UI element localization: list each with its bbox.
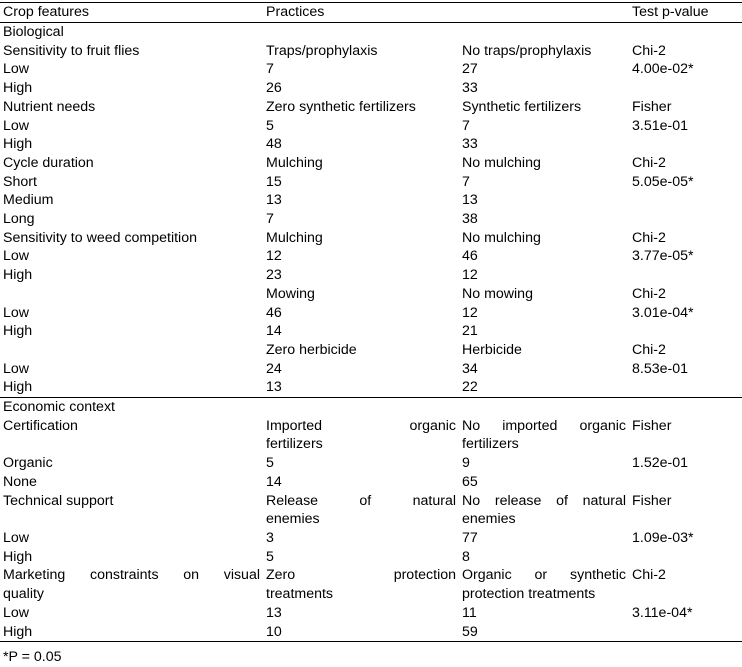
practice-label: No mulching	[462, 229, 541, 246]
feature-row	[0, 417, 742, 454]
section-label-biological: Biological	[3, 24, 64, 40]
level-label: Low	[3, 61, 30, 78]
count-cell: 5	[266, 117, 274, 134]
feature-row	[0, 566, 742, 603]
level-label: Organic	[3, 455, 53, 472]
feature-label: Sensitivity to fruit flies	[3, 42, 140, 59]
section-row	[0, 398, 742, 417]
feature-label: Sensitivity to weed competition	[3, 229, 197, 246]
count-cell: 46	[462, 248, 478, 265]
level-label: None	[3, 473, 37, 490]
test-name: Chi-2	[632, 285, 666, 302]
table-row	[0, 60, 742, 79]
feature-row	[0, 154, 742, 173]
practice-row	[0, 341, 742, 360]
practice-label: Zero synthetic fertilizers	[266, 98, 416, 115]
p-value-cell: 4.00e-02*	[632, 61, 694, 78]
level-label: High	[3, 323, 33, 340]
feature-label	[0, 566, 263, 603]
table-row	[0, 266, 742, 285]
count-cell: 3	[266, 529, 274, 546]
test-name: Chi-2	[632, 341, 666, 358]
header-crop-features: Crop features	[0, 3, 263, 23]
feature-row	[0, 98, 742, 117]
table-row	[0, 135, 742, 154]
count-cell: 9	[462, 455, 470, 472]
p-value-cell: 3.51e-01	[632, 117, 689, 134]
practice-label	[263, 492, 459, 529]
test-name: Chi-2	[632, 229, 666, 246]
table-row	[0, 473, 742, 492]
practice-label: No mowing	[462, 285, 533, 302]
practice-label-line: Imported organic	[266, 417, 456, 434]
practice-label: No imported organic fertilizers	[462, 417, 626, 453]
count-cell: 7	[266, 211, 274, 228]
practice-label-line: fertilizers	[266, 436, 323, 453]
p-value-cell: 5.05e-05*	[632, 173, 694, 190]
p-value-cell: 3.01e-04*	[632, 304, 694, 321]
section-label-economic: Economic context	[0, 398, 263, 417]
practice-row	[0, 285, 742, 304]
level-label: High	[3, 80, 33, 97]
count-cell: 23	[266, 267, 282, 284]
p-value-cell: 8.53e-01	[632, 360, 689, 377]
feature-row	[0, 42, 742, 61]
table-row	[0, 210, 742, 229]
p-value-cell: 1.09e-03*	[632, 529, 694, 546]
count-cell: 14	[266, 323, 282, 340]
crop-practices-table	[0, 2, 742, 642]
table-row	[0, 322, 742, 341]
table-row	[0, 360, 742, 379]
count-cell: 12	[266, 248, 282, 265]
section-row	[0, 23, 742, 42]
level-label: Short	[3, 173, 37, 190]
practice-label: No mulching	[462, 154, 541, 171]
count-cell: 12	[462, 267, 478, 284]
practice-label: Mulching	[266, 229, 323, 246]
count-cell: 34	[462, 360, 478, 377]
level-label: Low	[3, 604, 30, 621]
table-row	[0, 79, 742, 98]
level-label: High	[3, 379, 33, 396]
p-value-cell: 1.52e-01	[632, 455, 689, 472]
level-label: Long	[3, 211, 35, 228]
count-cell: 33	[462, 80, 478, 97]
level-label: High	[0, 623, 263, 642]
count-cell: 33	[462, 136, 478, 153]
practice-label: Mulching	[266, 154, 323, 171]
count-cell: 8	[462, 548, 470, 565]
count-cell: 13	[266, 379, 282, 396]
practice-label-line: Zero protection	[266, 567, 456, 584]
level-label: Low	[3, 248, 30, 265]
table-row	[0, 247, 742, 266]
level-label: Low	[3, 304, 30, 321]
practice-label-line: Release of natural	[266, 492, 456, 509]
count-cell: 77	[462, 529, 478, 546]
feature-label: Nutrient needs	[3, 98, 96, 115]
level-label: High	[3, 136, 33, 153]
footnote: *P = 0.05	[3, 649, 62, 665]
practice-label-line: protection treatments	[462, 586, 596, 603]
header-practices: Practices	[263, 3, 459, 23]
table-row	[0, 117, 742, 136]
count-cell: 59	[459, 623, 629, 642]
count-cell: 7	[266, 61, 274, 78]
test-name: Fisher	[632, 417, 672, 434]
count-cell: 13	[266, 604, 282, 621]
count-cell: 27	[462, 61, 478, 78]
test-name: Fisher	[632, 98, 672, 115]
level-label: Low	[3, 117, 30, 134]
feature-label-line: Marketing constraints on visual	[3, 567, 260, 584]
table-row	[0, 623, 742, 642]
table-header-row	[0, 3, 742, 23]
header-test-p-value: Test p-value	[629, 3, 742, 23]
feature-label-line: quality	[3, 586, 45, 603]
level-label: High	[3, 548, 33, 565]
p-value-cell: 3.77e-05*	[632, 248, 694, 265]
practice-label: Mowing	[266, 285, 315, 302]
test-name: Chi-2	[632, 42, 666, 59]
feature-row	[0, 229, 742, 248]
table-row	[0, 304, 742, 323]
table-row	[0, 378, 742, 397]
feature-label: Cycle duration	[3, 154, 94, 171]
table-row	[0, 604, 742, 623]
practice-label: No traps/prophylaxis	[462, 42, 592, 59]
table-row	[0, 529, 742, 548]
feature-label: Certification	[3, 417, 78, 434]
count-cell: 65	[462, 473, 478, 490]
p-value-cell: 3.11e-04*	[632, 604, 693, 621]
table-row	[0, 548, 742, 567]
table-row	[0, 454, 742, 473]
practice-label-line: Organic or synthetic	[462, 567, 626, 584]
count-cell: 10	[263, 623, 459, 642]
level-label: High	[3, 267, 33, 284]
practice-label: Zero herbicide	[266, 341, 357, 358]
test-name: Fisher	[632, 492, 672, 509]
count-cell: 26	[266, 80, 282, 97]
practice-label: No release of natural enemies	[462, 492, 626, 528]
practice-label-line: treatments	[266, 586, 334, 603]
count-cell: 14	[266, 473, 282, 490]
level-label: Low	[3, 360, 30, 377]
feature-label: Technical support	[3, 492, 114, 509]
practice-label	[263, 417, 459, 454]
practice-label: Herbicide	[462, 341, 522, 358]
count-cell: 13	[462, 192, 478, 209]
count-cell: 21	[462, 323, 478, 340]
level-label: Medium	[3, 192, 54, 209]
test-name: Chi-2	[632, 567, 666, 584]
count-cell: 15	[266, 173, 282, 190]
test-name: Chi-2	[632, 154, 666, 171]
count-cell: 11	[462, 604, 477, 621]
practice-label: Traps/prophylaxis	[266, 42, 378, 59]
count-cell: 48	[266, 136, 282, 153]
count-cell: 7	[462, 117, 470, 134]
count-cell: 7	[462, 173, 470, 190]
practice-label: Synthetic fertilizers	[462, 98, 582, 115]
feature-row	[0, 492, 742, 529]
count-cell: 13	[266, 192, 282, 209]
count-cell: 38	[462, 211, 478, 228]
count-cell: 24	[266, 360, 282, 377]
count-cell: 12	[462, 304, 478, 321]
table-row	[0, 173, 742, 192]
count-cell: 22	[462, 379, 478, 396]
practice-label	[459, 566, 629, 603]
table-row	[0, 191, 742, 210]
count-cell: 5	[266, 455, 274, 472]
header-empty	[459, 3, 629, 23]
count-cell: 46	[266, 304, 282, 321]
practice-label-line: enemies	[266, 511, 320, 528]
practice-label	[263, 566, 459, 603]
count-cell: 5	[266, 548, 274, 565]
level-label: Low	[3, 529, 30, 546]
